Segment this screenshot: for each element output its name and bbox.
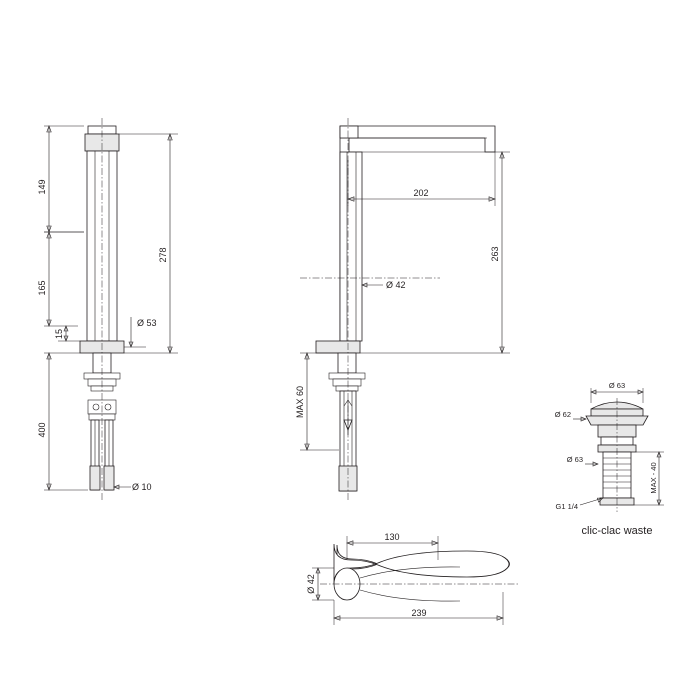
dim-waste-dia-63-bottom: Ø 63 [566,455,583,464]
front-elevation [37,118,178,500]
dim-waste-g1-1-4: G1 1/4 [555,502,578,511]
handle-plan-view [306,532,520,625]
dim-15: 15 [54,328,64,340]
dim-202: 202 [413,188,429,198]
waste-caption: clic-clac waste [581,525,653,537]
dim-waste-dia-63-top: Ø 63 [608,381,626,390]
dim-149: 149 [37,179,47,195]
dim-handle-130: 130 [384,532,400,542]
dim-278: 278 [158,247,168,263]
dim-waste-max-40: MAX - 40 [649,462,658,494]
dim-dia-53: Ø 53 [137,318,157,328]
dim-400: 400 [37,422,47,438]
dim-waste-dia-62: Ø 62 [554,410,571,419]
dim-165: 165 [37,280,47,296]
dim-263: 263 [490,246,500,262]
dim-max-60: MAX 60 [295,385,305,419]
side-elevation [295,118,510,500]
dim-handle-dia-42: Ø 42 [306,574,316,594]
dim-handle-239: 239 [411,608,427,618]
clic-clac-waste-view [555,381,664,537]
dim-dia-42: Ø 42 [386,280,406,290]
dim-dia-10: Ø 10 [132,482,152,492]
